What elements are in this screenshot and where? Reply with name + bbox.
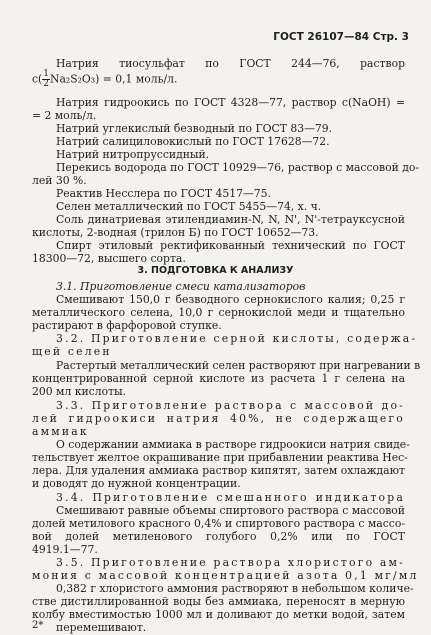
s33-heading-2: лей гидроокиси натрия 40%, не содержащего (32, 412, 405, 425)
s32-line-3: 200 мл кислоты. (32, 385, 127, 398)
peroxide-line-1: Перекись водорода по ГОСТ 10929—76, раствор с массовой до- (56, 161, 420, 174)
s32-line-2: концентрированной серной кислоте из расчета 1 г селена на (32, 372, 405, 385)
trilon-line-1: Соль динатриевая этилендиамин-N, N, N', N'-тетрауксусной (56, 213, 405, 226)
spirit-line-2: 18300—72, высшего сорта. (32, 252, 186, 265)
header-standard: ГОСТ 26107—84 (273, 31, 370, 43)
selenium-line: Селен металлический по ГОСТ 5455—74, х. ч. (56, 200, 322, 213)
s33-line-3: лера. Для удаления аммиака раствор кипятят, затем охлаждают (32, 464, 405, 477)
hydroxide-line-1: Натрия гидроокись по ГОСТ 4328—77, раствор c(NaOH) = (56, 96, 405, 109)
s31-line-3: растирают в фарфоровой ступке. (32, 319, 222, 332)
trilon-line-2: кислоты, 2-водная (трилон Б) по ГОСТ 10652—73. (32, 226, 319, 239)
thiosulfate-line: Натрия тиосульфат по ГОСТ 244—76, раствор (56, 57, 405, 70)
s34-line-2: долей метилового красного 0,4% и спиртового раствора с массо- (32, 517, 405, 530)
salicylate-line: Натрий салициловокислый по ГОСТ 17628—72. (56, 135, 330, 148)
s34-line-3: вой долей метиленового голубого 0,2% или по ГОСТ (32, 530, 405, 543)
s31-line-1: Смешивают 150,0 г безводного сернокислого калия; 0,25 г (56, 293, 405, 306)
s32-heading-2: щей селен (32, 345, 112, 358)
carbonate-line: Натрий углекислый безводный по ГОСТ 83—79. (56, 122, 333, 135)
s35-line-4: перемешивают. (56, 621, 147, 634)
nessler-line: Реактив Несслера по ГОСТ 4517—75. (56, 187, 271, 200)
s35-heading-1: 3.5. Приготовление раствора хлористого ам- (56, 556, 406, 569)
s32-line-1: Растертый металлический селен растворяют при нагревании в (56, 359, 421, 372)
s33-line-1: О содержании аммиака в растворе гидроокиси натрия свиде- (56, 438, 410, 451)
s35-line-1: 0,382 г хлористого аммония растворяют в небольшом количе- (56, 582, 414, 595)
page-mark: 2* (32, 620, 44, 631)
s35-heading-2: мония с массовой концентрацией азота 0,1 мг/мл (32, 569, 419, 582)
peroxide-line-2: лей 30 %. (32, 174, 87, 187)
header-page: Стр. 3 (372, 31, 409, 43)
s32-heading-1: 3.2. Приготовление серной кислоты, содержа- (56, 332, 418, 345)
thiosulfate-formula: c( $\frac{1}{2}$ Na₂S₂O₃) = 0,1 моль/л. (32, 69, 178, 89)
spirit-line-1: Спирт этиловый ректификованный технический по ГОСТ (56, 239, 405, 252)
section-heading: 3. ПОДГОТОВКА К АНАЛИЗУ (137, 265, 294, 276)
s35-line-3: колбу вместимостью 1000 мл и доливают до метки водой, затем (32, 608, 405, 621)
page-header (273, 31, 409, 43)
fraction: $\frac{1}{2}$ (43, 69, 49, 89)
s33-heading-3: аммиак (32, 425, 89, 438)
nitroprusside-line: Натрий нитропруссидный. (56, 148, 210, 161)
s31-heading: 3.1. Приготовление смеси катализаторов (56, 280, 306, 293)
s34-line-4: 4919.1—77. (32, 543, 98, 556)
s33-line-2: тельствует желтое окрашивание при прибавлении реактива Нес- (32, 451, 408, 464)
s33-heading-1: 3.3. Приготовление раствора с массовой до- (56, 399, 405, 412)
s34-heading: 3.4. Приготовление смешанного индикатора (56, 491, 405, 504)
s34-line-1: Смешивают равные объемы спиртового раствора с массовой (56, 504, 405, 517)
s35-line-2: стве дистиллированной воды без аммиака, переносят в мерную (32, 595, 405, 608)
s33-line-4: и доводят до нужной концентрации. (32, 477, 241, 490)
s31-line-2: металлического селена, 10,0 г сернокислой меди и тщательно (32, 306, 405, 319)
hydroxide-line-2: = 2 моль/л. (32, 109, 97, 122)
